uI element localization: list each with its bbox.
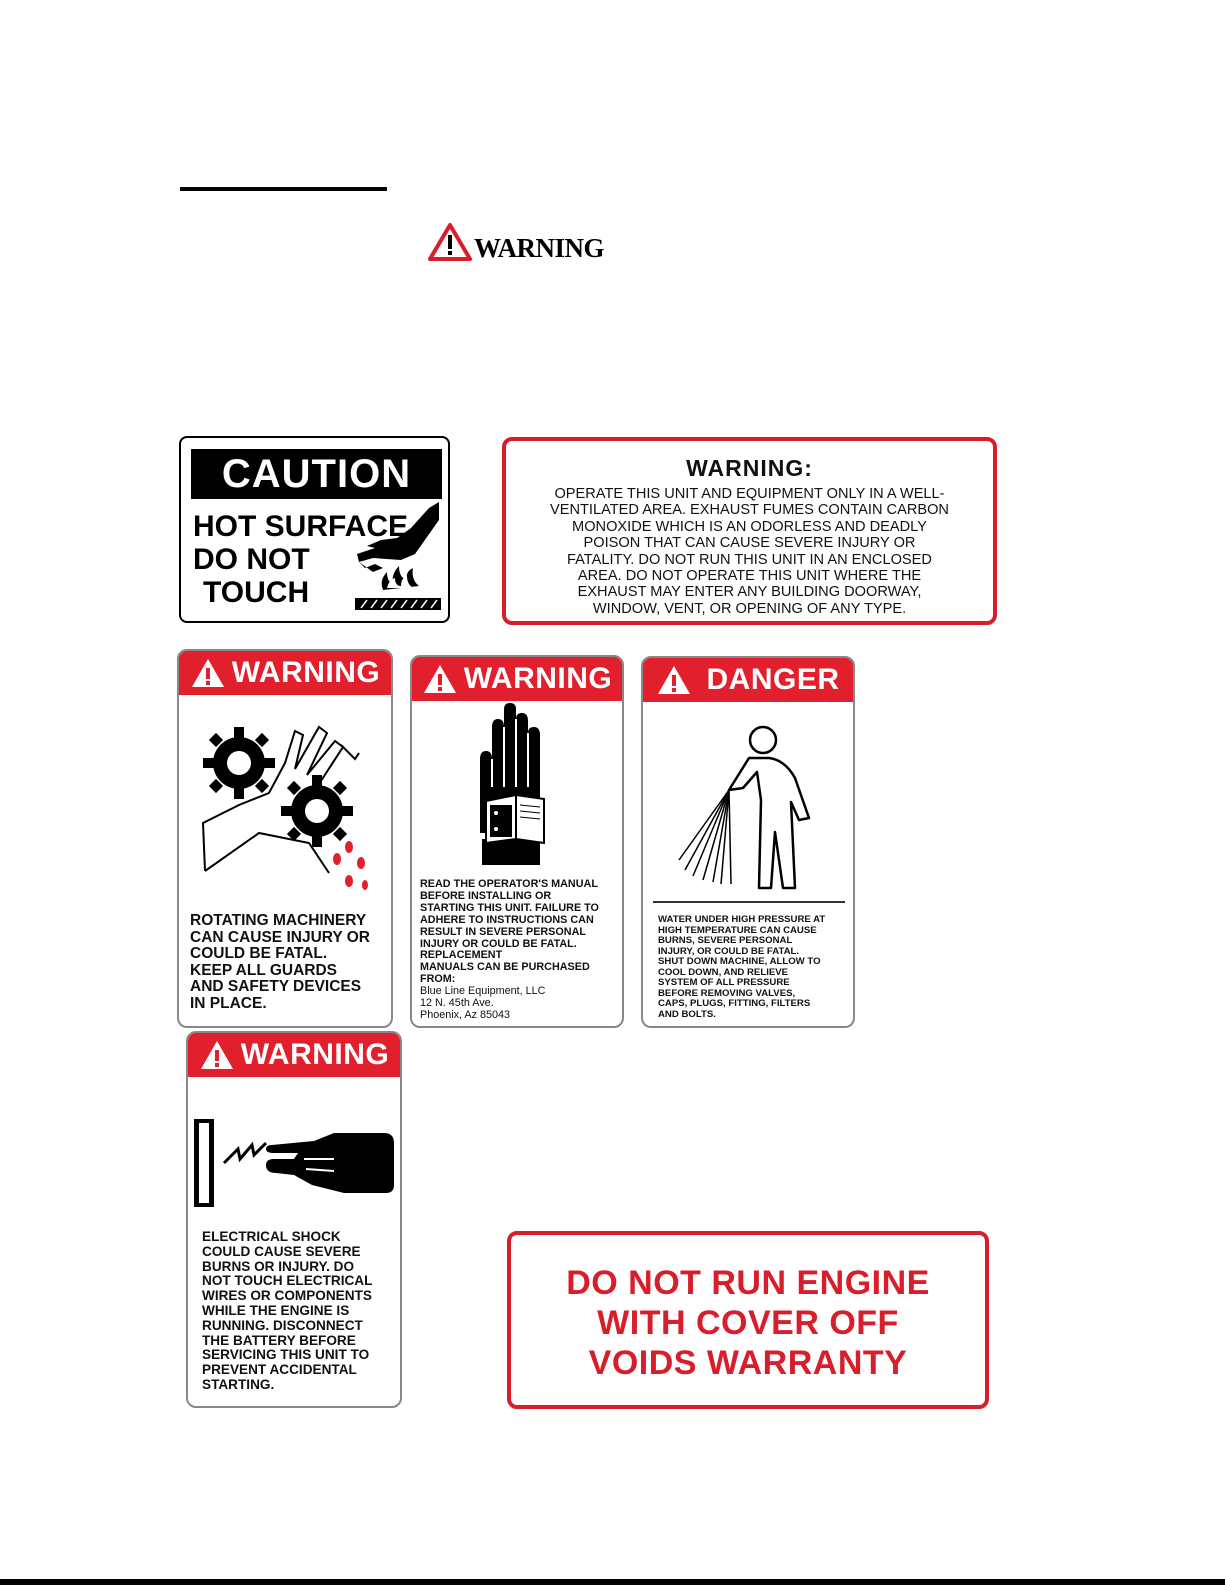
sign-header <box>412 657 622 701</box>
sign-body <box>658 915 825 1020</box>
high-pressure-danger-sign <box>641 656 855 1028</box>
co-sign-line: POISON THAT CAN CAUSE SEVERE INJURY OR <box>583 535 916 552</box>
warning-heading-label: WARNING <box>474 233 605 263</box>
sign-line: SHUT DOWN MACHINE, ALLOW TO <box>658 956 821 967</box>
rotating-machinery-warning-sign <box>177 649 393 1028</box>
sign-line: COULD BE FATAL. <box>190 945 328 963</box>
page-bottom-edge <box>0 1579 1225 1585</box>
sign-line: INJURY, OR COULD BE FATAL. <box>658 945 800 957</box>
warning-triangle-icon <box>199 1039 235 1071</box>
section-rule <box>180 187 387 191</box>
sign-line: STARTING THIS UNIT. FAILURE TO <box>420 901 599 914</box>
sign-line: BEFORE INSTALLING OR <box>420 889 552 902</box>
sign-line: BEFORE REMOVING VALVES, <box>658 987 796 999</box>
sign-line: SYSTEM OF ALL PRESSURE <box>658 977 790 988</box>
sign-line: IN PLACE. <box>190 994 267 1012</box>
co-sign-body <box>524 486 975 617</box>
sign-body <box>190 913 370 1013</box>
caution-line: HOT SURFACE <box>193 510 409 543</box>
sign-line: ROTATING MACHINERY <box>190 912 367 929</box>
address-line: Phoenix, Az 85043 <box>420 1008 511 1021</box>
sign-line: WIRES OR COMPONENTS <box>202 1288 372 1304</box>
divider <box>653 901 845 903</box>
sign-line: COOL DOWN, AND RELIEVE <box>658 966 789 978</box>
sign-line: KEEP ALL GUARDS <box>190 961 337 979</box>
sign-line: AND SAFETY DEVICES <box>190 978 362 996</box>
address-line: Blue Line Equipment, LLC <box>420 985 546 998</box>
caution-line: TOUCH <box>203 576 310 609</box>
warranty-line: VOIDS WARRANTY <box>588 1344 908 1382</box>
co-sign-line: FATALITY. DO NOT RUN THIS UNIT IN AN ENCLOSED <box>567 551 932 568</box>
sign-body <box>420 879 599 1022</box>
sign-header-label: WARNING <box>240 1038 390 1071</box>
co-sign-title: WARNING: <box>686 455 813 481</box>
warning-triangle-icon <box>190 657 226 689</box>
read-manual-warning-sign <box>410 655 624 1028</box>
sign-line: MANUALS CAN BE PURCHASED <box>420 961 590 974</box>
warning-heading <box>428 222 604 262</box>
sign-header-label: DANGER <box>706 663 840 696</box>
sign-line: HIGH TEMPERATURE CAN CAUSE <box>658 924 817 936</box>
sign-line: RUNNING. DISCONNECT <box>202 1317 363 1333</box>
warning-triangle-icon <box>428 222 472 262</box>
co-sign-line: MONOXIDE WHICH IS AN ODORLESS AND DEADLY <box>572 518 927 535</box>
voids-warranty-sign <box>507 1231 989 1409</box>
warning-triangle-icon <box>656 664 692 696</box>
sign-header <box>179 651 391 695</box>
sign-line: THE BATTERY BEFORE <box>202 1332 356 1348</box>
sign-line: ELECTRICAL SHOCK <box>202 1229 341 1244</box>
glove-manual-icon <box>472 703 562 873</box>
warranty-line: WITH COVER OFF <box>597 1304 899 1342</box>
caution-hot-surface-sign <box>179 436 450 623</box>
electrical-shock-warning-sign <box>186 1031 402 1408</box>
sign-line: BURNS OR INJURY. DO <box>202 1258 355 1274</box>
caution-band: CAUTION <box>191 449 442 499</box>
co-sign-line: EXHAUST MAY ENTER ANY BUILDING DOORWAY, <box>577 584 922 601</box>
sign-line: COULD CAUSE SEVERE <box>202 1243 361 1259</box>
warning-triangle-icon <box>422 663 458 695</box>
carbon-monoxide-warning-sign <box>502 437 997 625</box>
caution-line: DO NOT <box>193 543 310 576</box>
sign-line: SERVICING THIS UNIT TO <box>202 1347 370 1363</box>
hot-surface-hand-icon <box>353 502 445 618</box>
sign-line: NOT TOUCH ELECTRICAL <box>202 1273 373 1289</box>
co-sign-line: OPERATE THIS UNIT AND EQUIPMENT ONLY IN A WELL- <box>554 486 945 502</box>
sign-line: ADHERE TO INSTRUCTIONS CAN <box>420 913 594 926</box>
co-sign-line: AREA. DO NOT OPERATE THIS UNIT WHERE THE <box>577 568 922 585</box>
sign-line: INJURY OR COULD BE FATAL. <box>420 937 577 950</box>
sign-line: AND BOLTS. <box>658 1008 716 1020</box>
warranty-text <box>511 1263 985 1383</box>
sign-line: WATER UNDER HIGH PRESSURE AT <box>658 914 826 925</box>
sign-line: FROM: <box>420 973 456 986</box>
pressure-spray-person-icon <box>673 720 843 892</box>
warranty-line: DO NOT RUN ENGINE <box>566 1264 930 1302</box>
sign-line: PREVENT ACCIDENTAL <box>202 1362 357 1378</box>
co-sign-line: VENTILATED AREA. EXHAUST FUMES CONTAIN CARBON <box>550 502 949 519</box>
rotating-gears-hand-icon <box>199 723 379 893</box>
sign-line: READ THE OPERATOR'S MANUAL <box>420 878 598 890</box>
sign-line: RESULT IN SEVERE PERSONAL <box>420 925 586 938</box>
co-sign-line: WINDOW, VENT, OR OPENING OF ANY TYPE. <box>592 600 907 617</box>
sign-line: BURNS, SEVERE PERSONAL <box>658 935 793 946</box>
sign-header <box>643 658 853 702</box>
sign-line: CAN CAUSE INJURY OR <box>190 928 370 946</box>
sign-line: STARTING. <box>202 1376 275 1392</box>
sign-line: CAPS, PLUGS, FITTING, FILTERS <box>658 998 811 1009</box>
address-line: 12 N. 45th Ave. <box>420 997 494 1010</box>
sign-header-label: WARNING <box>463 662 613 695</box>
sign-line: REPLACEMENT <box>420 949 503 962</box>
electric-shock-hand-icon <box>194 1119 398 1211</box>
sign-line: WHILE THE ENGINE IS <box>202 1302 350 1318</box>
sign-header-label: WARNING <box>231 656 381 689</box>
sign-header <box>188 1033 400 1077</box>
sign-body <box>202 1230 372 1393</box>
